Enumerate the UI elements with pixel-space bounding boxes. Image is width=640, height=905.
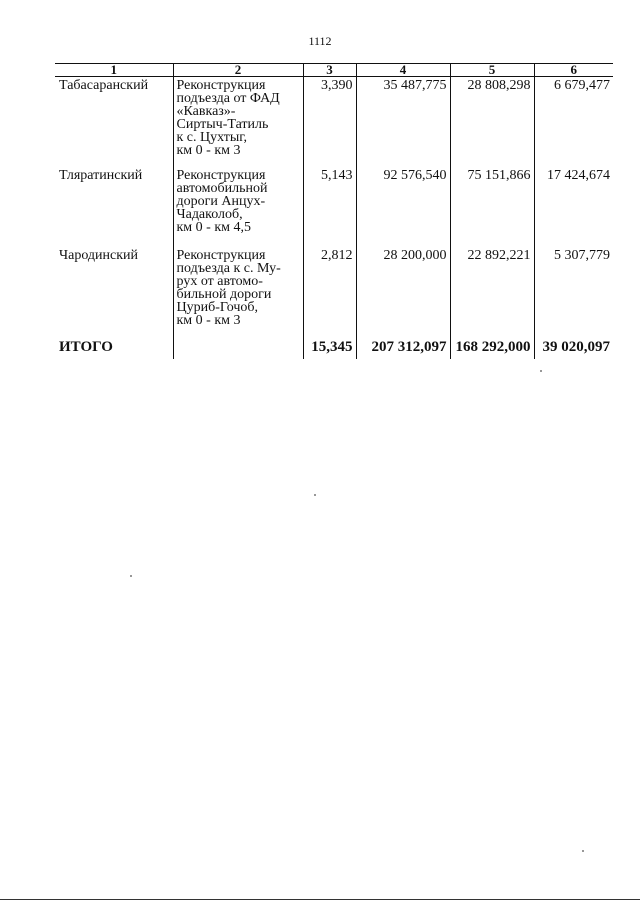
description-line: дороги Анцух- [176, 194, 266, 209]
district-cell: Тляратинский [59, 168, 143, 183]
length-cell: 2,812 [303, 247, 356, 337]
description-cell [173, 167, 303, 247]
length-cell: 3,390 [303, 77, 356, 168]
column-header: 1 [55, 64, 173, 77]
amount-cell: 75 151,866 [450, 167, 534, 247]
description-line: Реконструкция [176, 248, 266, 263]
description-line: км 0 - км 3 [176, 143, 241, 158]
scan-speck [130, 575, 132, 577]
amount-cell: 92 576,540 [356, 167, 450, 247]
table-row [55, 247, 613, 337]
description-line: автомобильной [176, 181, 268, 196]
description-line: подъезда к с. Му- [176, 261, 281, 276]
total-length: 15,345 [303, 337, 356, 359]
amount-cell: 35 487,775 [356, 77, 450, 168]
column-header: 6 [534, 64, 613, 77]
total-label: ИТОГО [59, 339, 113, 355]
description-line: подъезда от ФАД [176, 91, 280, 106]
column-header: 5 [450, 64, 534, 77]
amount-cell: 28 808,298 [450, 77, 534, 168]
column-header: 2 [173, 64, 303, 77]
total-amount: 207 312,097 [356, 337, 450, 359]
description-cell [173, 247, 303, 337]
total-amount: 39 020,097 [534, 337, 613, 359]
page-number: 1112 [308, 34, 332, 48]
table-row [55, 77, 613, 168]
description-line: км 0 - км 3 [176, 313, 241, 328]
scan-edge-line [0, 899, 640, 900]
total-empty-cell [173, 337, 303, 359]
budget-table [55, 63, 613, 359]
description-line: Чадаколоб, [176, 207, 243, 222]
description-line: Сиртыч-Татиль [176, 117, 269, 132]
amount-cell: 17 424,674 [534, 167, 613, 247]
amount-cell: 28 200,000 [356, 247, 450, 337]
scan-speck [582, 850, 584, 852]
column-header: 3 [303, 64, 356, 77]
description-line: Реконструкция [176, 78, 266, 93]
amount-cell: 5 307,779 [534, 247, 613, 337]
description-line: «Кавказ»- [176, 104, 236, 119]
amount-cell: 22 892,221 [450, 247, 534, 337]
total-amount: 168 292,000 [450, 337, 534, 359]
table-row [55, 167, 613, 247]
description-line: км 0 - км 4,5 [176, 220, 251, 235]
description-line: рух от автомо- [176, 274, 263, 289]
scan-speck [314, 494, 316, 496]
length-cell: 5,143 [303, 167, 356, 247]
description-line: бильной дороги [176, 287, 272, 302]
amount-cell: 6 679,477 [534, 77, 613, 168]
description-line: Реконструкция [176, 168, 266, 183]
scan-speck [540, 370, 542, 372]
description-line: к с. Цухтыг, [176, 130, 247, 145]
table-header-row [55, 64, 613, 77]
description-cell [173, 77, 303, 168]
district-cell: Табасаранский [59, 78, 149, 93]
description-line: Цуриб-Гочоб, [176, 300, 259, 315]
total-row [55, 337, 613, 359]
column-header: 4 [356, 64, 450, 77]
district-cell: Чародинский [59, 248, 139, 263]
